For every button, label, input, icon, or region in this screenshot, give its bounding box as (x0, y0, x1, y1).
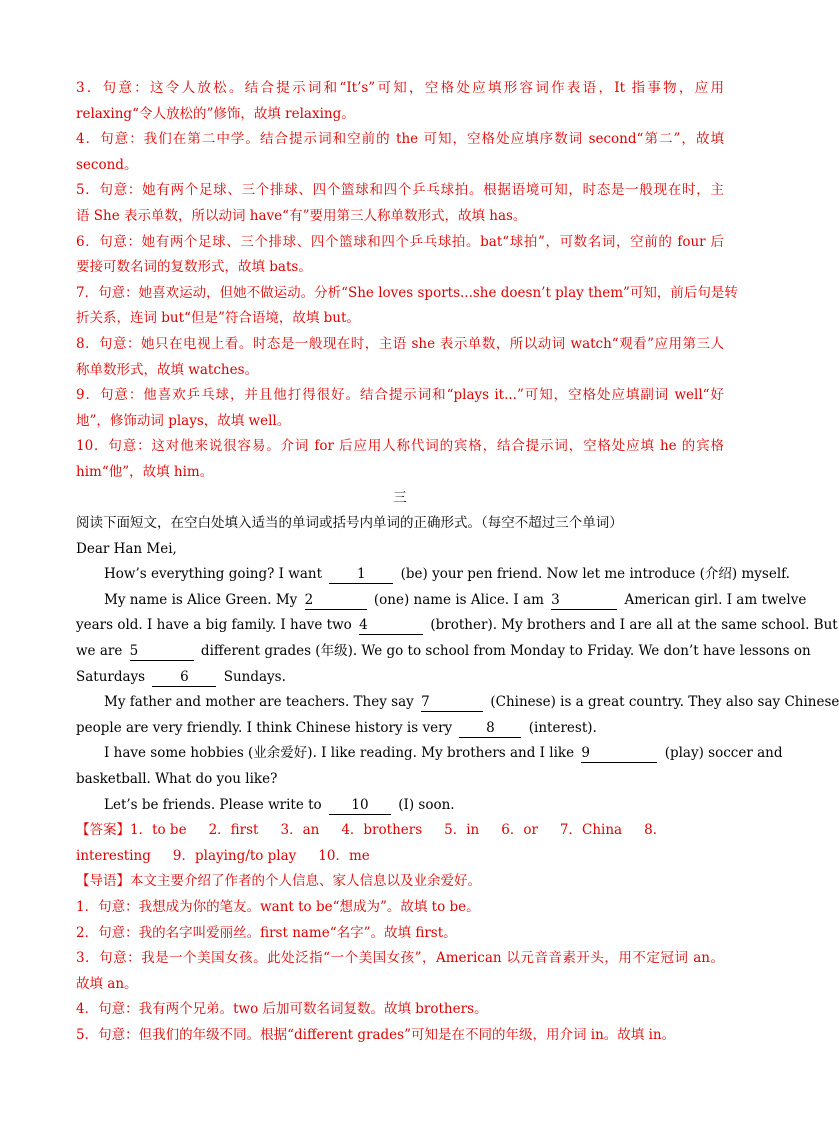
passage-text: basketball. What do you like? (76, 771, 278, 788)
passage-text: My father and mother are teachers. They say (104, 694, 414, 711)
explanation-line: 9．句意：他喜欢乒乓球，并且他打得很好。结合提示词和“plays it...”可知，空格处应填副词 well“好 (76, 387, 724, 404)
passage (76, 562, 839, 818)
passage-line (76, 793, 724, 819)
answer-item: 3．an (280, 822, 320, 839)
explanation-line: relaxing“令人放松的”修饰，故填 relaxing。 (76, 105, 355, 122)
passage-line (76, 665, 724, 691)
passage-line (76, 767, 724, 793)
passage-line (76, 588, 807, 614)
answer-item: 7．China (559, 822, 623, 839)
guide-tag: 【导语】 (76, 873, 130, 890)
answer-item: 4．brothers (341, 822, 423, 839)
blank-2: 2 (305, 591, 367, 610)
blank-8: 8 (459, 719, 521, 738)
answer-item: 8． (644, 822, 667, 839)
explanation-line: 10．句意：这对他来说很容易。介词 for 后应用人称代词的宾格，结合提示词，空格处应填 he 的宾格 (76, 438, 724, 455)
explanation-line: 4．句意：我有两个兄弟。two 后加可数名词复数。故填 brothers。 (76, 1001, 488, 1018)
passage-text: (one) name is Alice. I am (373, 591, 544, 608)
passage-line (76, 690, 839, 716)
explanation-line: 8．句意：她只在电视上看。时态是一般现在时，主语 she 表示单数，所以动词 watch“观看”应用第三人 (76, 335, 724, 352)
passage-line (76, 639, 811, 665)
guide (76, 869, 724, 895)
answer-row (76, 844, 724, 870)
blank-5: 5 (130, 642, 194, 661)
passage-text: How’s everything going? I want (104, 566, 323, 583)
explanation-line: him“他”，故填 him。 (76, 463, 214, 480)
blank-3: 3 (551, 591, 617, 610)
explanation-line: 要接可数名词的复数形式，故填 bats。 (76, 259, 312, 276)
blank-1: 1 (329, 565, 393, 584)
answer-item: 6．or (501, 822, 538, 839)
passage-line (76, 613, 838, 639)
explanation-line: 3．句意：我是一个美国女孩。此处泛指“一个美国女孩”，American 以元音音素开头，用不定冠词 an。 (76, 950, 724, 967)
explanation-line: second。 (76, 156, 138, 173)
answer-item: 10．me (318, 847, 370, 864)
explanation-line: 地”，修饰动词 plays，故填 well。 (76, 412, 291, 429)
passage-text: (Chinese) is a great country. They also say Chinese (490, 694, 839, 711)
explanation-line: 6．句意：她有两个足球、三个排球、四个篮球和四个乒乓球拍。bat“球拍”，可数名词，空前的 four 后 (76, 233, 724, 250)
passage-text: (interest). (528, 719, 597, 736)
salutation: Dear Han Mei, (76, 540, 177, 557)
explanation-line: 语 She 表示单数，所以动词 have“有”要用第三人称单数形式，故填 has。 (76, 207, 527, 224)
passage-line (76, 562, 790, 588)
explanation-line: 3．句意：这令人放松。结合提示词和“It’s”可知，空格处应填形容词作表语，It 指事物，应用 (76, 80, 724, 96)
passage-text: people are very friendly. I think Chinese history is very (76, 719, 453, 736)
document-page (76, 76, 839, 1049)
passage-text: (play) soccer and (664, 745, 783, 762)
guide-text: 本文主要介绍了作者的个人信息、家人信息以及业余爱好。 (130, 873, 481, 890)
passage-text: (I) soon. (398, 796, 455, 813)
blank-4: 4 (359, 616, 423, 635)
answer-item: 1．to be (130, 822, 187, 839)
answer-item: 2．first (208, 822, 259, 839)
answer-item: 5．in (444, 822, 480, 839)
passage-text: Saturdays (76, 668, 146, 685)
passage-text: I have some hobbies (业余爱好). I like reading. My brothers and I like (104, 745, 575, 762)
explanation-line: 称单数形式，故填 watches。 (76, 361, 258, 378)
answer-tag: 【答案】 (76, 822, 130, 839)
passage-text: Let’s be friends. Please write to (104, 796, 322, 813)
passage-text: American girl. I am twelve (624, 591, 807, 608)
explanation-line: 1．句意：我想成为你的笔友。want to be“想成为”。故填 to be。 (76, 899, 480, 915)
answer-item: interesting (76, 847, 151, 864)
passage-line (76, 741, 783, 767)
passage-text: different grades (年级). We go to school from Monday to Friday. We don’t have lessons on (200, 643, 811, 660)
explanation-line: 折关系，连词 but“但是”符合语境，故填 but。 (76, 310, 360, 327)
answer-item: 9．playing/to play (172, 847, 297, 864)
answer-row (76, 818, 724, 844)
blank-10: 10 (329, 796, 391, 815)
passage-text: (be) your pen friend. Now let me introduce (介绍) myself. (400, 566, 790, 583)
instructions: 阅读下面短文，在空白处填入适当的单词或括号内单词的正确形式。（每空不超过三个单词） (76, 515, 623, 532)
blank-9: 9 (581, 744, 657, 763)
passage-text: years old. I have a big family. I have two (76, 617, 352, 634)
passage-text: Sundays. (223, 668, 286, 685)
explanation-line: 5．句意：她有两个足球、三个排球、四个篮球和四个乒乓球拍。根据语境可知，时态是一般现在时，主 (76, 182, 724, 199)
explanation-line: 4．句意：我们在第二中学。结合提示词和空前的 the 可知，空格处应填序数词 second“第二”，故填 (76, 131, 724, 148)
explanation-line: 故填 an。 (76, 975, 138, 992)
explanation-line: 5．句意：但我们的年级不同。根据“different grades”可知是在不同的年级，用介词 in。故填 in。 (76, 1026, 676, 1043)
explanation-line: 2．句意：我的名字叫爱丽丝。first name“名字”。故填 first。 (76, 924, 457, 941)
passage-text: (brother). My brothers and I are all at the same school. But (430, 617, 838, 634)
explanations-top (76, 76, 738, 486)
blank-7: 7 (421, 693, 483, 712)
blank-6: 6 (152, 668, 216, 687)
passage-line (76, 716, 724, 742)
section-number: 三 (393, 489, 407, 506)
passage-text: My name is Alice Green. My (104, 591, 298, 608)
passage-text: we are (76, 643, 123, 660)
explanations-bottom (76, 895, 724, 1049)
explanation-line: 7．句意：她喜欢运动，但她不做运动。分析“She loves sports...she doesn’t play them”可知，前后句是转 (76, 284, 738, 301)
